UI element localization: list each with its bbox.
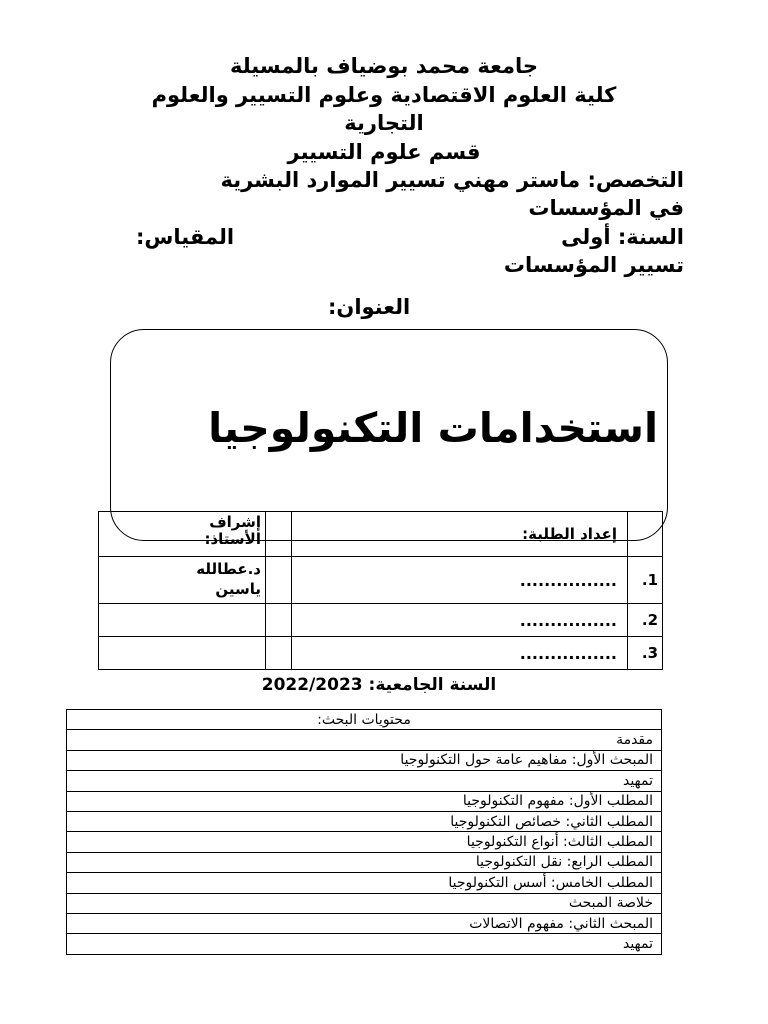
table-row xyxy=(67,811,662,831)
academic-year: السنة الجامعية: 2022/2023 xyxy=(261,675,497,695)
module-value: تسيير المؤسسات xyxy=(503,253,684,277)
supervisor-name-cell xyxy=(99,557,266,604)
contents-header: محتويات البحث: xyxy=(67,710,662,730)
table-row xyxy=(99,637,663,670)
document-title: استخدامات التكنولوجيا xyxy=(208,404,658,452)
empty-cell xyxy=(99,604,266,637)
contents-item: تمهيد xyxy=(67,771,662,791)
table-row xyxy=(67,913,662,933)
contents-item: المبحث الثاني: مفهوم الاتصالات xyxy=(67,913,662,933)
supervisor-name-line2: ياسين xyxy=(215,580,261,598)
specialty-line1: التخصص: ماستر مهني تسيير الموارد البشرية xyxy=(220,168,684,192)
table-row xyxy=(99,557,663,604)
contents-item: المبحث الأول: مفاهيم عامة حول التكنولوجيا xyxy=(67,750,662,770)
table-row xyxy=(67,934,662,954)
table-row xyxy=(67,750,662,770)
student-name-cell xyxy=(292,637,628,670)
prepared-by-cell xyxy=(292,512,628,557)
faculty-name-line1: كلية العلوم الاقتصادية وعلوم التسيير والعلوم xyxy=(151,83,617,107)
table-row xyxy=(67,730,662,750)
student-name-2: ................ xyxy=(519,610,617,630)
table-row xyxy=(67,791,662,811)
supervisor-label-line1: إشراف xyxy=(209,513,261,531)
specialty-line2: في المؤسسات xyxy=(528,196,684,220)
year-label: السنة: أولى xyxy=(561,225,684,249)
contents-item: مقدمة xyxy=(67,730,662,750)
empty-cell xyxy=(266,637,292,670)
table-row xyxy=(67,832,662,852)
contents-item: خلاصة المبحث xyxy=(67,893,662,913)
student-name-3: ................ xyxy=(519,643,617,663)
prepared-by-label: إعداد الطلبة: xyxy=(522,525,617,543)
contents-table xyxy=(66,709,662,955)
department-name: قسم علوم التسيير xyxy=(287,140,481,164)
supervisor-label-line2: الأستاذ: xyxy=(204,530,261,548)
student-name-cell xyxy=(292,557,628,604)
student-number-cell xyxy=(628,557,663,604)
empty-cell xyxy=(266,557,292,604)
empty-cell xyxy=(99,637,266,670)
empty-cell xyxy=(266,512,292,557)
empty-cell xyxy=(266,604,292,637)
contents-item: المطلب الأول: مفهوم التكنولوجيا xyxy=(67,791,662,811)
student-number-cell xyxy=(628,604,663,637)
table-row xyxy=(67,873,662,893)
student-number-2: 2. xyxy=(641,611,658,629)
student-name-1: ................ xyxy=(519,570,617,590)
table-row xyxy=(67,893,662,913)
supervisor-label-cell xyxy=(99,512,266,557)
table-row xyxy=(67,852,662,872)
table-row xyxy=(67,771,662,791)
faculty-name-line2: التجارية xyxy=(344,111,424,135)
table-row xyxy=(67,710,662,730)
students-table xyxy=(98,511,663,670)
contents-item: المطلب الثاني: خصائص التكنولوجيا xyxy=(67,811,662,831)
contents-item: المطلب الثالث: أنواع التكنولوجيا xyxy=(67,832,662,852)
university-name: جامعة محمد بوضياف بالمسيلة xyxy=(229,54,539,78)
supervisor-name-line1: د.عطالله xyxy=(196,560,261,578)
student-number-3: 3. xyxy=(641,644,658,662)
contents-item: المطلب الرابع: نقل التكنولوجيا xyxy=(67,852,662,872)
title-label: العنوان: xyxy=(328,295,411,319)
table-row xyxy=(99,604,663,637)
student-number-cell xyxy=(628,637,663,670)
empty-cell xyxy=(628,512,663,557)
contents-item: تمهيد xyxy=(67,934,662,954)
student-name-cell xyxy=(292,604,628,637)
module-label: المقياس: xyxy=(136,225,235,249)
student-number-1: 1. xyxy=(641,571,658,589)
contents-item: المطلب الخامس: أسس التكنولوجيا xyxy=(67,873,662,893)
table-row xyxy=(99,512,663,557)
